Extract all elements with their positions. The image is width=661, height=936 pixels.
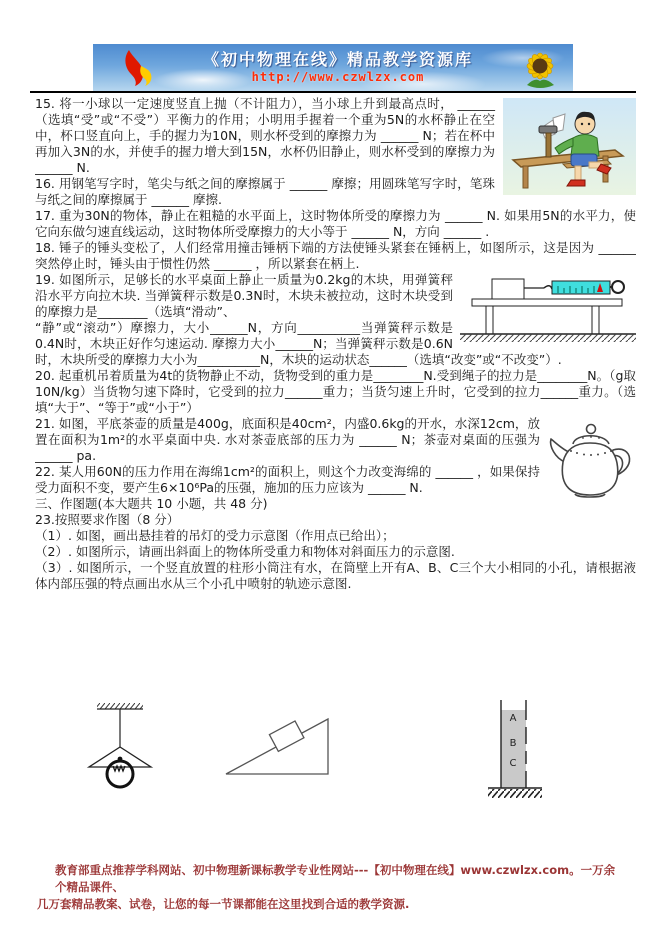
banner-text: [159, 52, 517, 83]
site-banner: [93, 44, 573, 91]
drawing-figures-row: [0, 700, 661, 810]
question-22: 22. 某人用60N的压力作用在海绵1cm²的面积上，则这个力改变海绵的 ______ ，如果保持受力面积不变，要产生6×10⁶Pa的压强，施加的压力应该为 ______ N.: [35, 464, 540, 495]
banner-url-link[interactable]: http://www.czwlzx.com: [251, 70, 425, 84]
question-17: 17. 重为30N的物体，静止在粗糙的水平面上，这时物体所受的摩擦力为 ______ N. 如果用5N的水平力，使它向东做匀速直线运动，这时物体所受摩擦力的大小等于 ______ N，方向 ______ .: [35, 208, 636, 239]
section-3-heading: 三、作图题(本大题共 10 小题，共 48 分): [35, 496, 268, 511]
footer-line-1: 教育部重点推荐学科网站、初中物理新课标教学专业性网站---【初中物理在线】www.czwlzx.com。一万余个精品课件、: [55, 863, 616, 894]
header-divider: [30, 91, 636, 93]
question-15: 15. 将一小球以一定速度竖直上抛（不计阻力），当小球上升到最高点时， ______ （选填“受”或“不受”）平衡力的作用；小明用手握着一个重为5N的水杯静止在空中，杯口竖直向上，手的握力为10N，则水杯受到的摩擦力为 ______ N；若在杯中再加入3N的水，并使手的握力增大到15N，水杯仍旧静止，则水杯受到的摩擦力为 ______ N.: [35, 96, 495, 175]
question-18: 18. 锤子的锤头变松了，人们经常用撞击锤柄下端的方法使锤头紧套在锤柄上，如图所示，这是因为 ______ 突然停止时，锤头由于惯性仍然 ______ ，所以紧套在柄上.: [35, 240, 636, 271]
banner-title: 《初中物理在线》精品教学资源库: [202, 50, 473, 69]
boy-hammering-illustration: [503, 98, 636, 195]
teapot-illustration: [547, 418, 636, 498]
footer-promo-text: [37, 862, 625, 913]
footer-line-2: 几万套精品教案、试卷，让您的每一节课都能在这里找到合适的教学资源.: [37, 897, 410, 911]
water-cylinder-diagram: [486, 700, 544, 800]
cylinder-hole-label-a: A: [509, 713, 517, 724]
question-20: 20. 起重机吊着质量为4t的货物静止不动，货物受到的重力是________N.受到绳子的拉力是________N。（g取10N/kg）当货物匀速下降时，它受到的拉力______重力；当货匀速上升时，它受到的拉力______重力。（选填“大于”、“等于”或“小于”）: [35, 368, 636, 415]
question-23-item-1: （1）. 如图，画出悬挂着的吊灯的受力示意图（作用点已给出）；: [35, 528, 395, 543]
cylinder-hole-label-c: C: [509, 758, 517, 769]
question-23-heading: 23.按照要求作图（8 分）: [35, 512, 180, 527]
question-23-item-3: （3）. 如图所示，一个竖直放置的柱形小筒注有水，在筒壁上开有A、B、C三个大小相同的小孔，请根据液体内部压强的特点画出水从三个小孔中喷射的轨迹示意图.: [35, 560, 636, 591]
question-text-block: [35, 96, 636, 700]
question-21: 21. 如图，平底茶壶的质量是400g，底面积是40cm²，内盛0.6kg的开水，水深12cm，放置在面积为1m²的水平桌面中央. 水对茶壶底部的压力为 ______ N；茶壶对桌面的压强为______ pa.: [35, 416, 540, 463]
block-spring-scale-illustration: [460, 274, 636, 342]
question-23-item-2: （2）. 如图所示，请画出斜面上的物体所受重力和物体对斜面压力的示意图.: [35, 544, 455, 559]
site-logo-icon: [115, 46, 159, 90]
question-19: 19. 如图所示，足够长的水平桌面上静止一质量为0.2kg的木块，用弹簧秤沿水平方向拉木块. 当弹簧秤示数是0.3N时，木块未被拉动，这时木块受到的摩擦力是________（选填“滑动”、: [35, 272, 453, 319]
question-16: 16. 用钢笔写字时，笔尖与纸之间的摩擦属于 ______ 摩擦；用圆珠笔写字时，笔珠与纸之间的摩擦属于 ______ 摩擦.: [35, 176, 495, 207]
question-19-continued: “静”或“滚动”）摩擦力，大小______N，方向__________当弹簧秤示数是0.4N时，木块正好作匀速运动. 摩擦力大小______N；当弹簧秤示数是0.6N时，木块所受的摩擦力大小为__________N，木块的运动状态______（选填“改变”或“不改变”）.: [35, 320, 562, 367]
sunflower-icon: [517, 45, 563, 91]
inclined-plane-diagram: [222, 710, 332, 780]
hanging-lamp-diagram: [85, 703, 157, 795]
cylinder-hole-label-b: B: [509, 738, 517, 749]
